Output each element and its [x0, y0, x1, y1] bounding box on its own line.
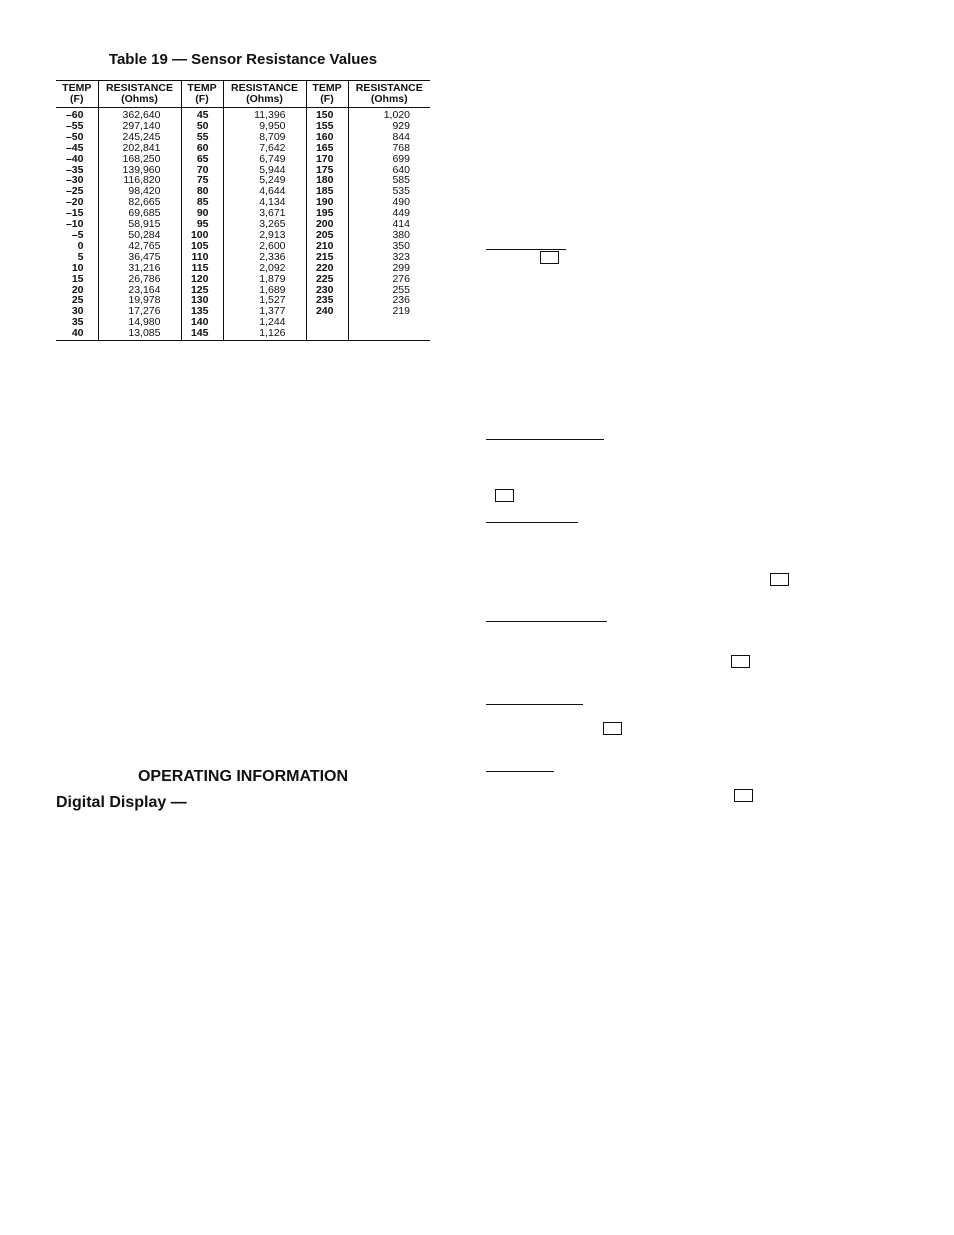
table-row [56, 285, 430, 296]
resistance-cell [348, 328, 430, 340]
table-row [56, 186, 430, 197]
section-rule [486, 621, 607, 622]
temp-cell: 85 [181, 197, 223, 208]
temp-cell: 140 [181, 317, 223, 328]
resistance-cell: 26,786 [98, 274, 181, 285]
table-header-row [56, 81, 430, 108]
section-rule [486, 704, 583, 705]
key-box [495, 489, 514, 502]
temp-cell: 105 [181, 241, 223, 252]
resistance-cell: 23,164 [98, 285, 181, 296]
temp-cell: 60 [181, 143, 223, 154]
resistance-cell: 585 [392, 174, 410, 187]
temp-cell: –10 [56, 219, 98, 230]
table-row [56, 317, 430, 328]
temp-cell [306, 328, 348, 340]
key-box [603, 722, 622, 735]
table-row [56, 165, 430, 176]
table-row [56, 208, 430, 219]
table-row [56, 263, 430, 274]
resistance-cell: 299 [392, 261, 410, 274]
key-box [770, 573, 789, 586]
resistance-cell: 17,276 [98, 306, 181, 317]
temp-cell: 30 [56, 306, 98, 317]
resistance-cell: 19,978 [98, 295, 181, 306]
resistance-cell: 929 [392, 119, 410, 132]
table-row [56, 132, 430, 143]
resistance-cell: 3,671 [223, 208, 306, 219]
resistance-cell: 202,841 [98, 143, 181, 154]
header-resistance-3: RESISTANCE (Ohms) [348, 81, 430, 108]
table-row [56, 328, 430, 340]
resistance-cell: 350 [392, 239, 410, 252]
temp-cell: 180 [306, 175, 348, 186]
resistance-cell: 362,640 [98, 108, 181, 121]
temp-cell [306, 317, 348, 328]
resistance-cell [348, 317, 430, 328]
temp-cell: 65 [181, 154, 223, 165]
resistance-cell: 7,642 [223, 143, 306, 154]
resistance-cell: 6,749 [223, 154, 306, 165]
resistance-cell: 449 [392, 207, 410, 220]
operating-information-heading: OPERATING INFORMATION [137, 768, 349, 785]
resistance-cell: 98,420 [98, 186, 181, 197]
section-rule [486, 522, 578, 523]
temp-cell: –20 [56, 197, 98, 208]
header-temp-1: TEMP (F) [56, 81, 98, 108]
temp-cell: 235 [306, 295, 348, 306]
resistance-cell: 768 [392, 141, 410, 154]
resistance-cell: 1,244 [223, 317, 306, 328]
temp-cell: –50 [56, 132, 98, 143]
temp-cell: 150 [306, 108, 348, 121]
resistance-cell: 36,475 [98, 252, 181, 263]
temp-cell: 205 [306, 230, 348, 241]
table-row [56, 143, 430, 154]
resistance-cell: 42,765 [98, 241, 181, 252]
table-row [56, 295, 430, 306]
resistance-cell: 414 [392, 218, 410, 231]
temp-cell: 215 [306, 252, 348, 263]
temp-cell: 55 [181, 132, 223, 143]
resistance-cell: 535 [392, 185, 410, 198]
temp-cell: 10 [56, 263, 98, 274]
temp-cell: 170 [306, 154, 348, 165]
digital-display-heading: Digital Display — [56, 794, 187, 811]
resistance-cell: 2,913 [223, 230, 306, 241]
table-row [56, 108, 430, 121]
temp-cell: 95 [181, 219, 223, 230]
resistance-cell: 1,527 [223, 295, 306, 306]
table-title: Table 19 — Sensor Resistance Values [108, 51, 378, 68]
temp-cell: –15 [56, 208, 98, 219]
temp-cell: 120 [181, 274, 223, 285]
temp-cell: –30 [56, 175, 98, 186]
temp-cell: –60 [56, 108, 98, 121]
resistance-cell: 1,689 [223, 285, 306, 296]
temp-cell: 90 [181, 208, 223, 219]
temp-cell: 135 [181, 306, 223, 317]
resistance-cell: 5,249 [223, 175, 306, 186]
resistance-cell: 11,396 [223, 108, 306, 121]
resistance-cell: 58,915 [98, 219, 181, 230]
temp-cell: 210 [306, 241, 348, 252]
resistance-cell: 255 [392, 283, 410, 296]
resistance-cell: 2,336 [223, 252, 306, 263]
resistance-cell: 8,709 [223, 132, 306, 143]
resistance-cell: 297,140 [98, 121, 181, 132]
resistance-cell: 4,644 [223, 186, 306, 197]
temp-cell: 195 [306, 208, 348, 219]
resistance-cell: 168,250 [98, 154, 181, 165]
table-row [56, 175, 430, 186]
temp-cell: 25 [56, 295, 98, 306]
resistance-cell: 5,944 [223, 165, 306, 176]
temp-cell: 175 [306, 165, 348, 176]
resistance-cell: 2,600 [223, 241, 306, 252]
temp-cell: 115 [181, 263, 223, 274]
temp-cell: 110 [181, 252, 223, 263]
key-box [734, 789, 753, 802]
temp-cell: 45 [181, 108, 223, 121]
temp-cell: 185 [306, 186, 348, 197]
temp-cell: 15 [56, 274, 98, 285]
table-row [56, 197, 430, 208]
resistance-cell: 4,134 [223, 197, 306, 208]
temp-cell: 75 [181, 175, 223, 186]
table-row [56, 230, 430, 241]
resistance-cell: 490 [392, 196, 410, 209]
key-box [731, 655, 750, 668]
resistance-cell: 236 [392, 294, 410, 307]
temp-cell: 100 [181, 230, 223, 241]
resistance-cell: 50,284 [98, 230, 181, 241]
header-resistance-1: RESISTANCE (Ohms) [98, 81, 181, 108]
header-temp-2: TEMP (F) [181, 81, 223, 108]
temp-cell: 80 [181, 186, 223, 197]
resistance-cell: 844 [392, 130, 410, 143]
temp-cell: 160 [306, 132, 348, 143]
temp-cell: –35 [56, 165, 98, 176]
resistance-cell: 3,265 [223, 219, 306, 230]
table-row [56, 219, 430, 230]
resistance-cell: 69,685 [98, 208, 181, 219]
temp-cell: 70 [181, 165, 223, 176]
temp-cell: 240 [306, 306, 348, 317]
temp-cell: 220 [306, 263, 348, 274]
resistance-cell: 219 [392, 305, 410, 318]
table-row [56, 274, 430, 285]
temp-cell: 20 [56, 285, 98, 296]
key-box [540, 251, 559, 264]
resistance-cell: 14,980 [98, 317, 181, 328]
temp-cell: –55 [56, 121, 98, 132]
resistance-cell: 13,085 [98, 328, 181, 340]
table-row [56, 154, 430, 165]
temp-cell: 130 [181, 295, 223, 306]
resistance-cell: 1,126 [223, 328, 306, 340]
resistance-cell: 276 [392, 272, 410, 285]
resistance-cell: 245,245 [98, 132, 181, 143]
temp-cell: 125 [181, 285, 223, 296]
header-resistance-2: RESISTANCE (Ohms) [223, 81, 306, 108]
header-temp-3: TEMP (F) [306, 81, 348, 108]
temp-cell: –40 [56, 154, 98, 165]
resistance-cell: 640 [392, 163, 410, 176]
temp-cell: 230 [306, 285, 348, 296]
resistance-cell: 9,950 [223, 121, 306, 132]
temp-cell: 5 [56, 252, 98, 263]
table-row [56, 306, 430, 317]
temp-cell: 35 [56, 317, 98, 328]
table-row [56, 241, 430, 252]
section-rule [486, 249, 566, 250]
temp-cell: –25 [56, 186, 98, 197]
temp-cell: 165 [306, 143, 348, 154]
resistance-cell: 380 [392, 228, 410, 241]
temp-cell: 145 [181, 328, 223, 340]
temp-cell: 40 [56, 328, 98, 340]
resistance-cell: 323 [392, 250, 410, 263]
temp-cell: 190 [306, 197, 348, 208]
temp-cell: –5 [56, 230, 98, 241]
table-row [56, 121, 430, 132]
temp-cell: 50 [181, 121, 223, 132]
resistance-cell: 116,820 [98, 175, 181, 186]
resistance-cell: 1,879 [223, 274, 306, 285]
resistance-cell: 31,216 [98, 263, 181, 274]
temp-cell: –45 [56, 143, 98, 154]
temp-cell: 225 [306, 274, 348, 285]
resistance-cell: 1,020 [383, 109, 410, 121]
table-row [56, 252, 430, 263]
resistance-cell: 139,960 [98, 165, 181, 176]
resistance-cell: 2,092 [223, 263, 306, 274]
resistance-cell: 1,377 [223, 306, 306, 317]
resistance-cell: 699 [392, 152, 410, 165]
section-rule [486, 439, 604, 440]
section-rule [486, 771, 554, 772]
sensor-resistance-table [56, 80, 430, 341]
temp-cell: 155 [306, 121, 348, 132]
temp-cell: 200 [306, 219, 348, 230]
resistance-cell: 82,665 [98, 197, 181, 208]
temp-cell: 0 [56, 241, 98, 252]
